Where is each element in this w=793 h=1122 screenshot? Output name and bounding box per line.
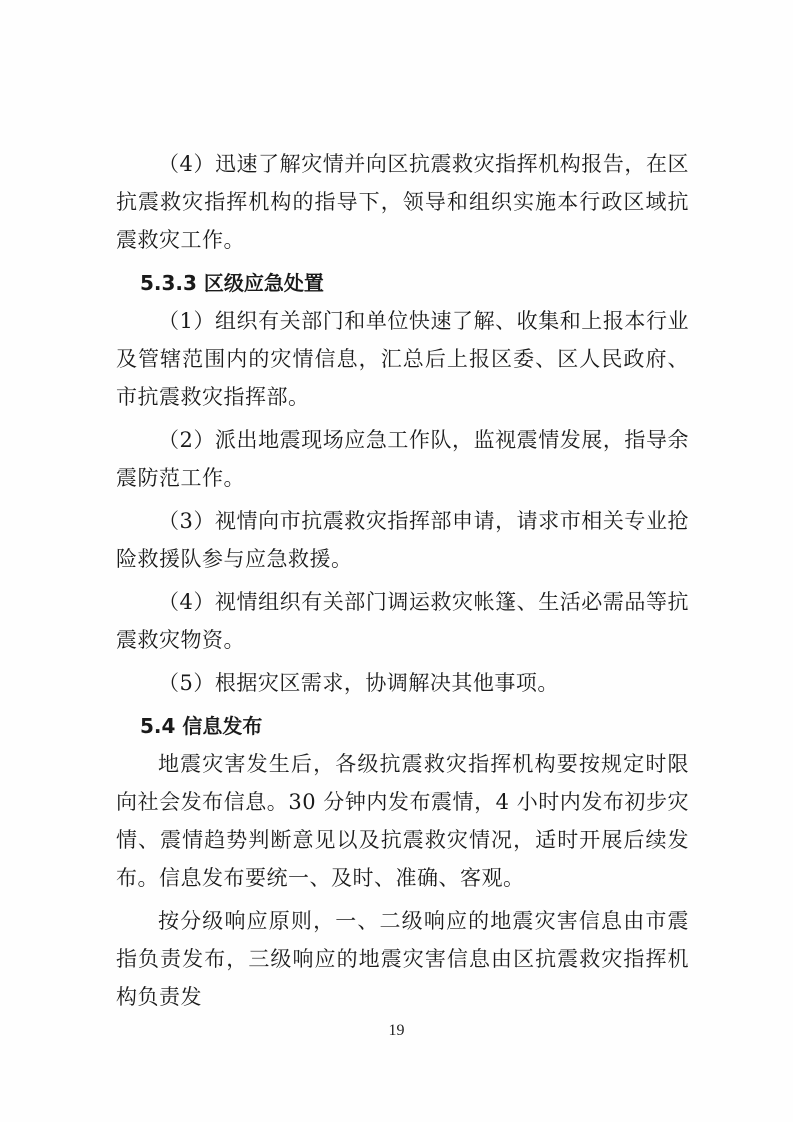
paragraph: 按分级响应原则，一、二级响应的地震灾害信息由市震指负责发布，三级响应的地震灾害信息由区抗震救灾指挥机构负责发: [116, 909, 689, 1009]
section-heading-5-3-3: 5.3.3 区级应急处置: [140, 271, 324, 295]
page-number: 19: [388, 1022, 405, 1039]
paragraph-item-4-duties: （4）迅速了解灾情并向区抗震救灾指挥机构报告，在区抗震救灾指挥机构的指导下，领导和组织实施本行政区域抗震救灾工作。: [116, 152, 689, 252]
page-body: [116, 145, 689, 1016]
list-item: （5）根据灾区需求，协调解决其他事项。: [158, 671, 559, 695]
list-item: （3）视情向市抗震救灾指挥部申请，请求市相关专业抢险救援队参与应急救援。: [116, 509, 689, 571]
section-heading-5-4: 5.4 信息发布: [140, 714, 263, 738]
list-item: （1）组织有关部门和单位快速了解、收集和上报本行业及管辖范围内的灾情信息，汇总后上报区委、区人民政府、市抗震救灾指挥部。: [116, 309, 689, 409]
paragraph: 地震灾害发生后，各级抗震救灾指挥机构要按规定时限向社会发布信息。30 分钟内发布震情，4 小时内发布初步灾情、震情趋势判断意见以及抗震救灾情况，适时开展后续发布。信息发布要统一、及时、准确、客观。: [116, 752, 689, 890]
list-item: （4）视情组织有关部门调运救灾帐篷、生活必需品等抗震救灾物资。: [116, 590, 689, 652]
list-item: （2）派出地震现场应急工作队，监视震情发展，指导余震防范工作。: [116, 428, 689, 490]
